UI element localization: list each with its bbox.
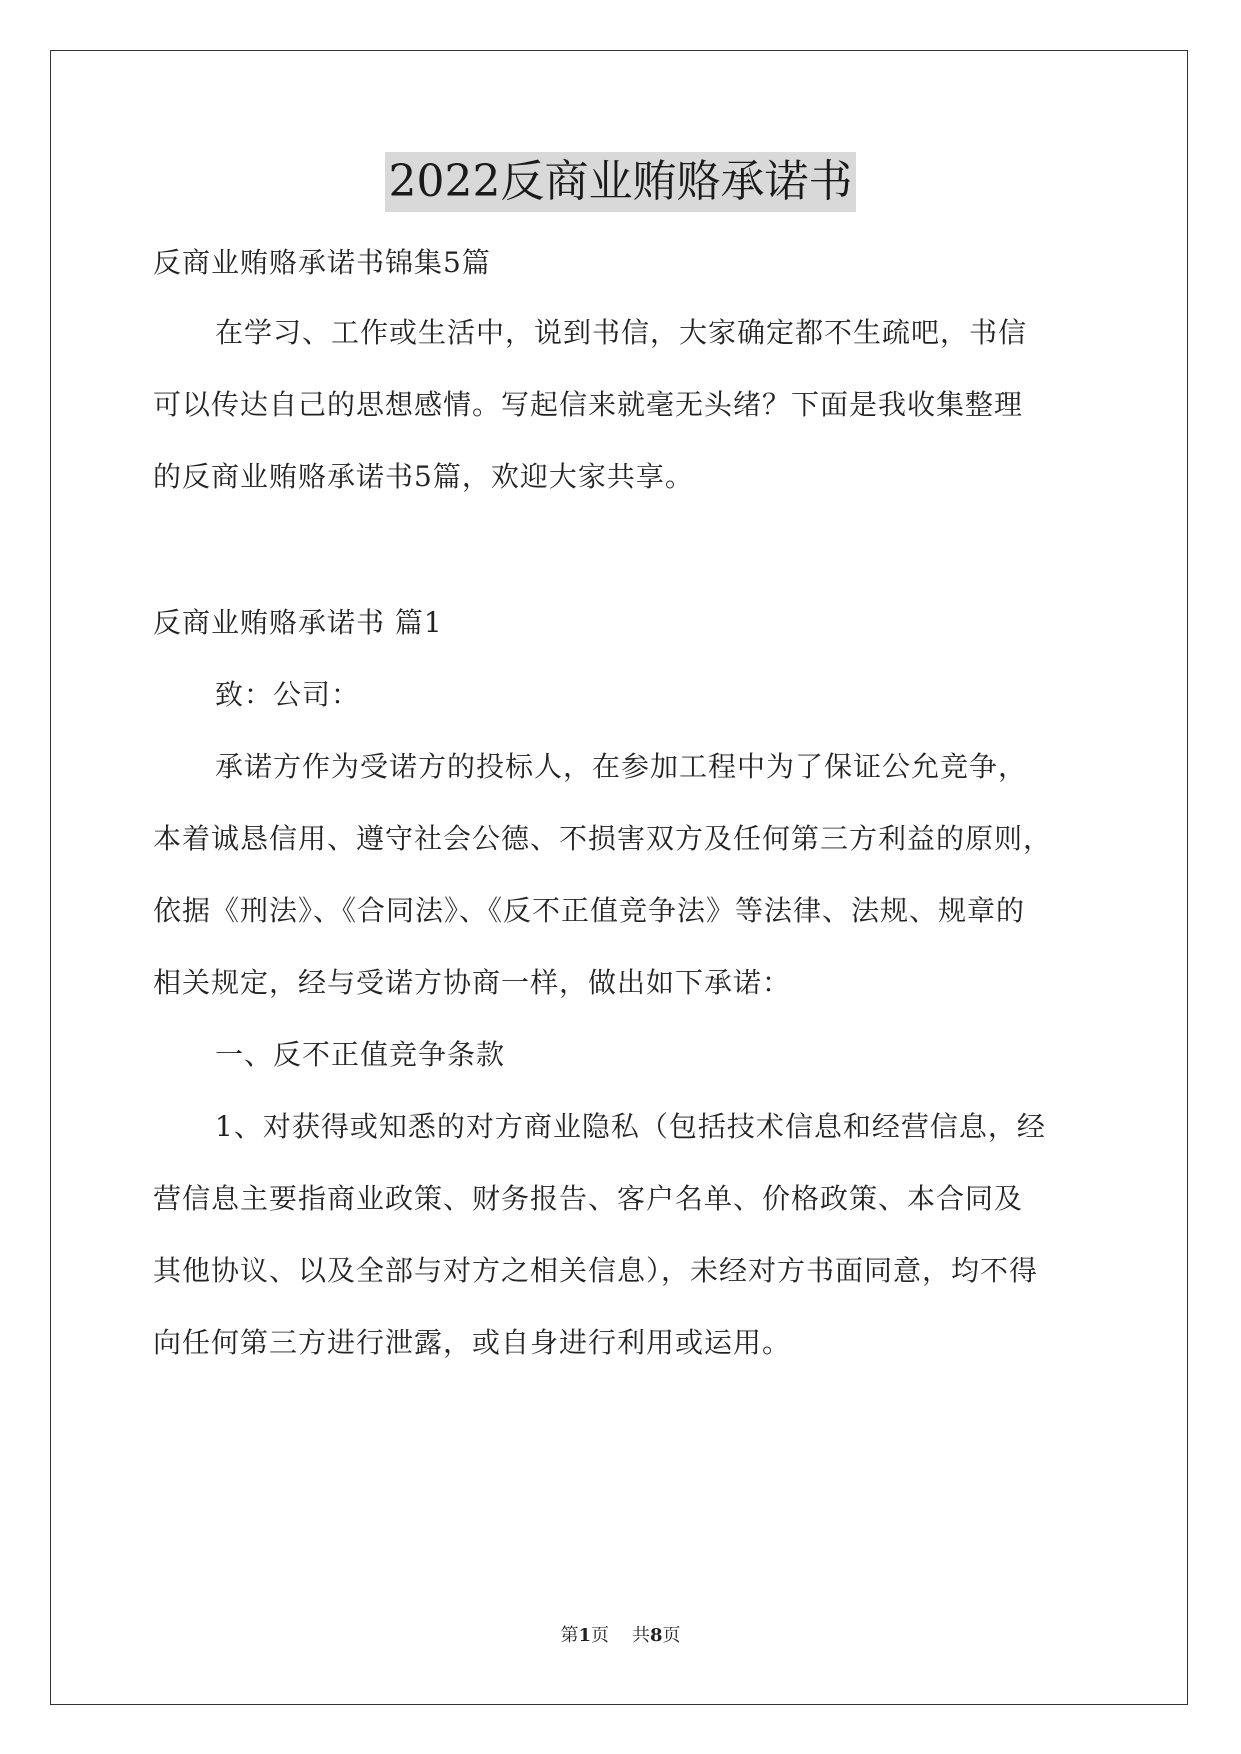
intro-line-3: 的反商业贿赂承诺书5篇，欢迎大家共享。 [153,460,694,493]
page-border [50,50,1188,1705]
page-suffix: 页 [591,1625,610,1646]
clause-line-2: 营信息主要指商业政策、财务报告、客户名单、价格政策、本合同及 [153,1182,1024,1215]
section-heading: 反商业贿赂承诺书 篇1 [153,606,443,639]
salutation: 致：公司： [215,678,361,711]
total-prefix: 共 [631,1625,650,1646]
subtitle: 反商业贿赂承诺书锦集5篇 [153,246,491,279]
clause-line-1: 1、对获得或知悉的对方商业隐私（包括技术信息和经营信息，经 [215,1110,1046,1143]
title-container [0,152,1241,212]
clause-heading: 一、反不正值竞争条款 [215,1038,506,1071]
clause-line-3: 其他协议、以及全部与对方之相关信息），未经对方书面同意，均不得 [153,1254,1039,1287]
body-line-1: 承诺方作为受诺方的投标人，在参加工程中为了保证公允竞争， [215,750,1028,783]
clause-line-4: 向任何第三方进行泄露，或自身进行利用或运用。 [153,1326,792,1359]
intro-line-1: 在学习、工作或生活中，说到书信，大家确定都不生疏吧，书信 [215,316,1028,349]
body-line-2: 本着诚恳信用、遵守社会公德、不损害双方及任何第三方利益的原则， [153,822,1053,855]
page-prefix: 第 [560,1625,579,1646]
body-line-3: 依据《刑法》、《合同法》、《反不正值竞争法》等法律、法规、规章的 [153,894,1026,927]
document-title: 2022反商业贿赂承诺书 [385,152,857,212]
page-number: 1 [578,1625,592,1646]
total-suffix: 页 [662,1625,681,1646]
page-footer [0,1621,1241,1647]
intro-line-2: 可以传达自己的思想感情。写起信来就毫无头绪？下面是我收集整理 [153,388,1024,421]
total-pages: 8 [649,1625,663,1646]
body-line-4: 相关规定，经与受诺方协商一样，做出如下承诺： [153,966,792,999]
